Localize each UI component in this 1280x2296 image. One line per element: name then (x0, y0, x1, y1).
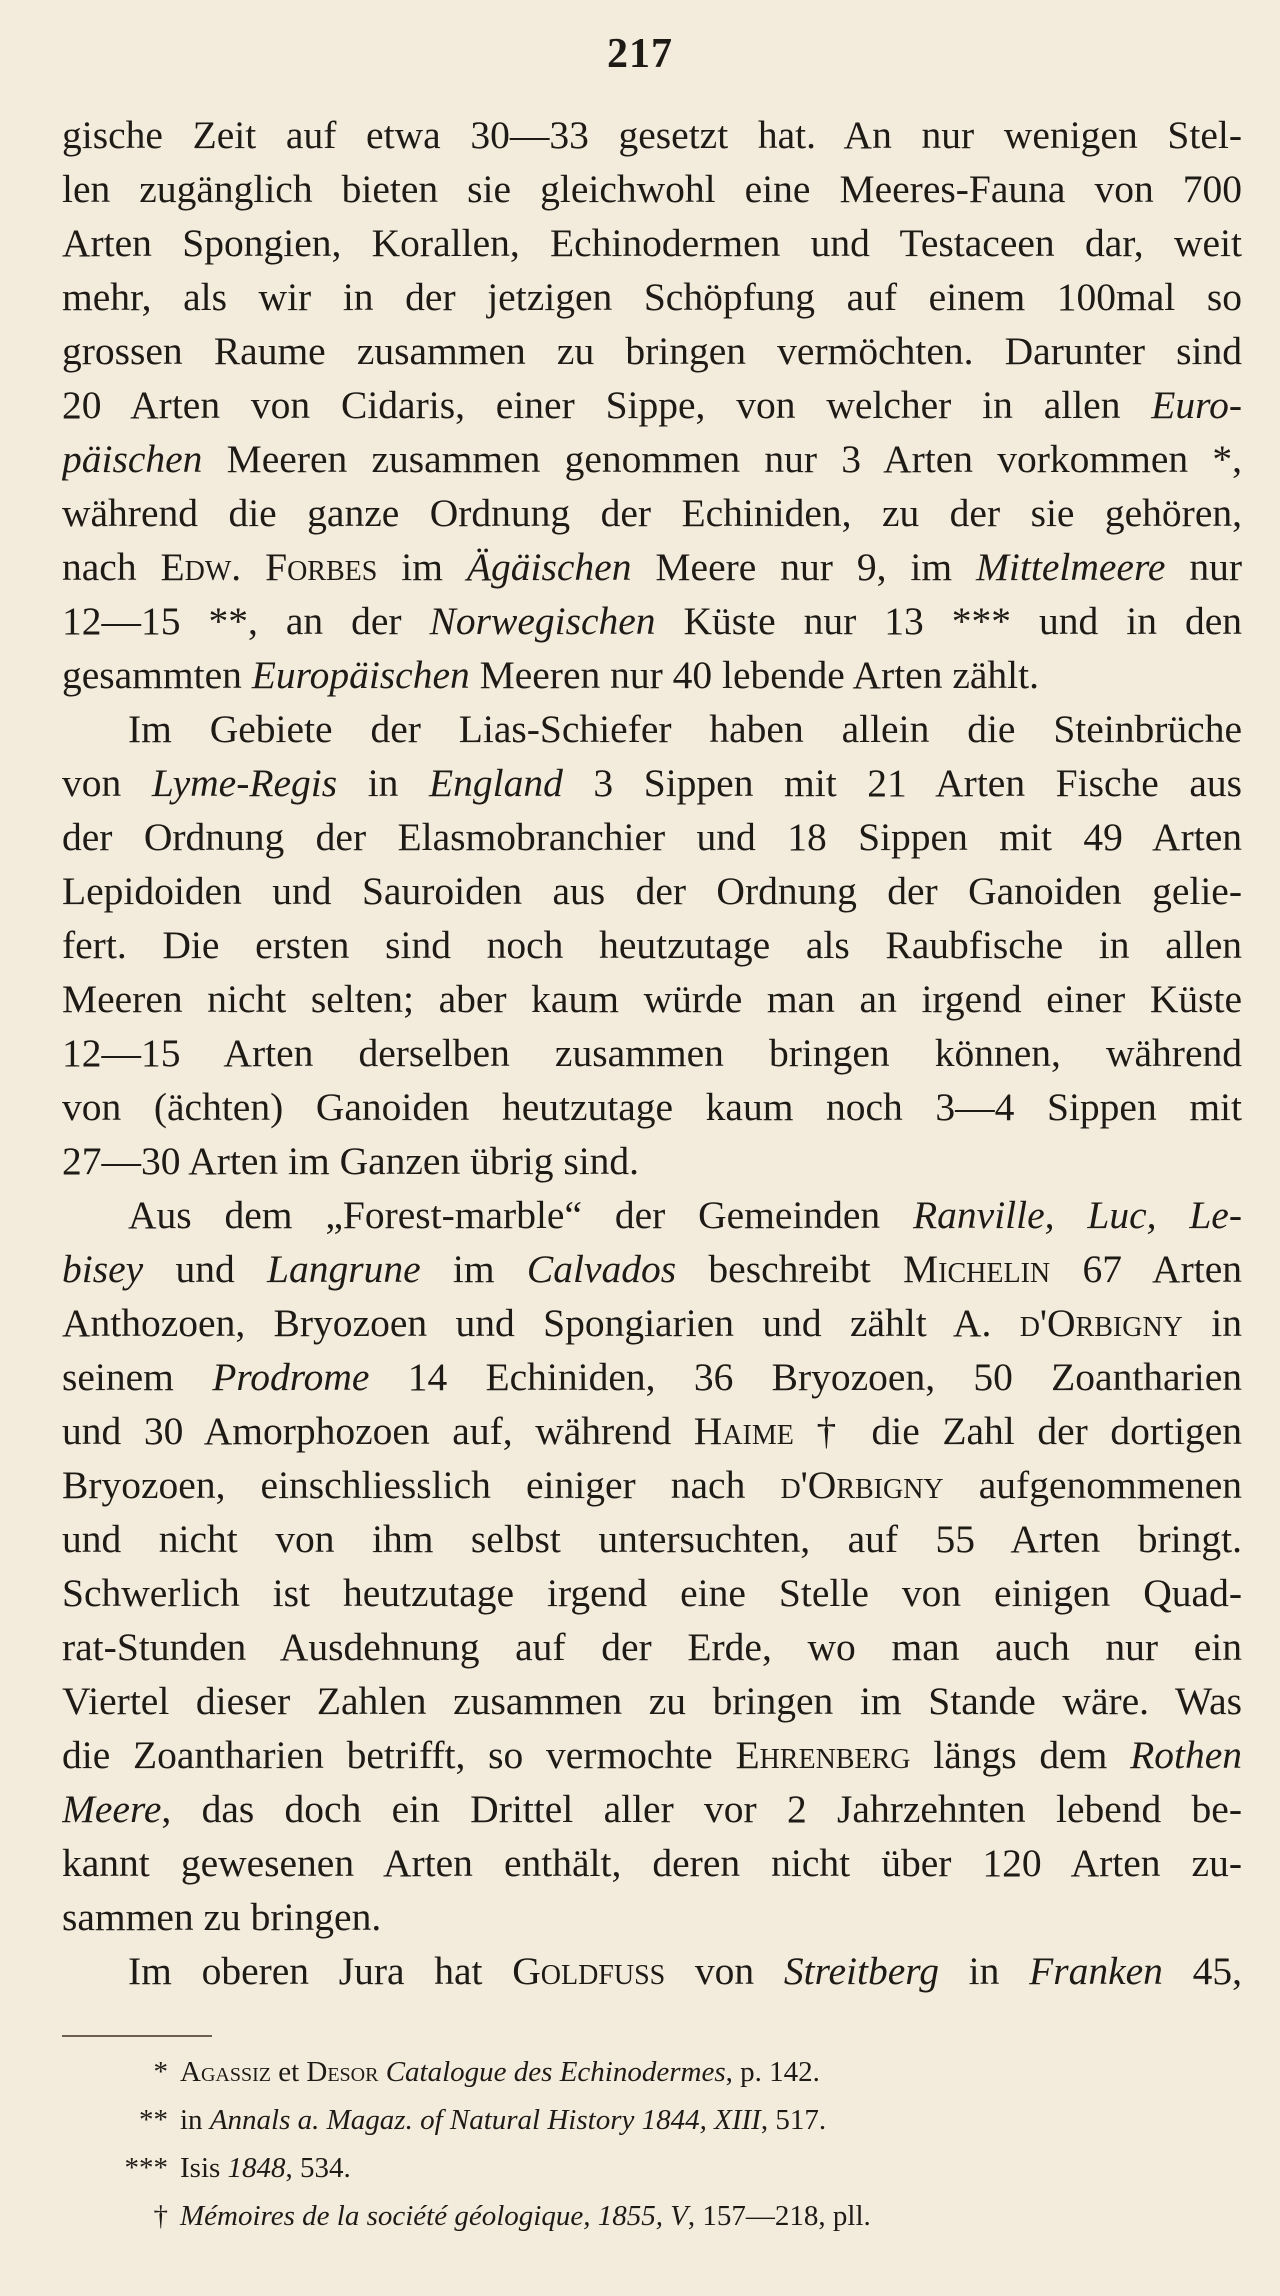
text-line: mehr, als wir in der jetzigen Schöpfung auf einem 100mal so (62, 275, 1242, 319)
author-name: Edw. Forbes (160, 545, 378, 589)
paragraph-start: Im oberen Jura hat Goldfuss von Streitberg in Franken 45, (128, 1949, 1242, 1993)
text-line: und nicht von ihm selbst untersuchten, auf 55 Arten bringt. (62, 1517, 1242, 1561)
text-line: rat-Stunden Ausdehnung auf der Erde, wo man auch nur ein (62, 1625, 1242, 1669)
text-line: Bryozoen, einschliesslich einiger nach d'Orbigny aufgenommenen (62, 1463, 1242, 1507)
text-line: Anthozoen, Bryozoen und Spongiarien und zählt A. d'Orbigny in (62, 1301, 1242, 1345)
footnote-mark: *** (124, 2152, 168, 2184)
footnote-4: † Mémoires de la société géologique, 1855, V, 157—218, pll. (112, 2192, 1192, 2240)
text-line: sammen zu bringen. (62, 1895, 382, 1939)
text-line: Schwerlich ist heutzutage irgend eine Stelle von einigen Quad- (62, 1571, 1242, 1615)
text-line: nach Edw. Forbes im Ägäischen Meere nur 9, im Mittelmeere nur (62, 545, 1242, 589)
footnote-mark: ** (139, 2104, 168, 2136)
text-line: während die ganze Ordnung der Echiniden, zu der sie gehören, (62, 491, 1242, 535)
text-line: 20 Arten von Cidaris, einer Sippe, von welcher in allen Euro- (62, 383, 1242, 427)
text-line: von Lyme-Regis in England 3 Sippen mit 21 Arten Fische aus (62, 761, 1242, 805)
footnote-mark: † (153, 2200, 168, 2232)
text-line: 12—15 Arten derselben zusammen bringen können, während (62, 1031, 1242, 1075)
text-line: grossen Raume zusammen zu bringen vermöchten. Darunter sind (62, 329, 1242, 373)
page-number: 217 (607, 31, 673, 77)
paragraph-start: Im Gebiete der Lias-Schiefer haben allein die Steinbrüche (128, 707, 1242, 751)
text-line: seinem Prodrome 14 Echiniden, 36 Bryozoen, 50 Zoantharien (62, 1355, 1242, 1399)
text-line: len zugänglich bieten sie gleichwohl eine Meeres-Fauna von 700 (62, 167, 1242, 211)
footnote-1: * Agassiz et Desor Catalogue des Echinodermes, p. 142. (112, 2048, 1192, 2096)
footnote-2: ** in Annals a. Magaz. of Natural History 1844, XIII, 517. (112, 2096, 1192, 2144)
text-line: kannt gewesenen Arten enthält, deren nicht über 120 Arten zu- (62, 1841, 1242, 1885)
author-name: Haime (693, 1409, 794, 1453)
author-name: Michelin (903, 1247, 1051, 1291)
text-line: gische Zeit auf etwa 30—33 gesetzt hat. An nur wenigen Stel- (62, 113, 1242, 157)
author-name: d'Orbigny (1019, 1301, 1183, 1345)
paragraph-start: Aus dem „Forest-marble“ der Gemeinden Ranville, Luc, Le- (128, 1193, 1242, 1237)
text-line: Meeren nicht selten; aber kaum würde man an irgend einer Küste (62, 977, 1242, 1021)
text-line: päischen Meeren zusammen genommen nur 3 Arten vorkommen *, (62, 437, 1242, 481)
author-name: Goldfuss (512, 1949, 666, 1993)
text-line: die Zoantharien betrifft, so vermochte Ehrenberg längs dem Rothen (62, 1733, 1242, 1777)
author-name: d'Orbigny (780, 1463, 944, 1507)
text-line: Viertel dieser Zahlen zusammen zu bringen im Stande wäre. Was (62, 1679, 1242, 1723)
text-line: fert. Die ersten sind noch heutzutage als Raubfische in allen (62, 923, 1242, 967)
author-name: Ehrenberg (735, 1733, 911, 1777)
text-line: Arten Spongien, Korallen, Echinodermen und Testaceen dar, weit (62, 221, 1242, 265)
text-line: und 30 Amorphozoen auf, während Haime † die Zahl der dortigen (62, 1409, 1242, 1453)
footnote-divider (62, 2035, 212, 2037)
footnote-mark: * (153, 2056, 168, 2088)
text-line: der Ordnung der Elasmobranchier und 18 Sippen mit 49 Arten (62, 815, 1242, 859)
text-line: gesammten Europäischen Meeren nur 40 lebende Arten zählt. (62, 653, 1039, 697)
footnotes (112, 2048, 1192, 2240)
body-text (62, 108, 1242, 1998)
text-line: Lepidoiden und Sauroiden aus der Ordnung der Ganoiden gelie- (62, 869, 1242, 913)
footnote-3: *** Isis 1848, 534. (112, 2144, 1192, 2192)
text-line: 12—15 **, an der Norwegischen Küste nur 13 *** und in den (62, 599, 1242, 643)
text-line: von (ächten) Ganoiden heutzutage kaum noch 3—4 Sippen mit (62, 1085, 1242, 1129)
text-line: Meere, das doch ein Drittel aller vor 2 Jahrzehnten lebend be- (62, 1787, 1242, 1831)
text-line: 27—30 Arten im Ganzen übrig sind. (62, 1139, 640, 1183)
text-line: bisey und Langrune im Calvados beschreibt Michelin 67 Arten (62, 1247, 1242, 1291)
